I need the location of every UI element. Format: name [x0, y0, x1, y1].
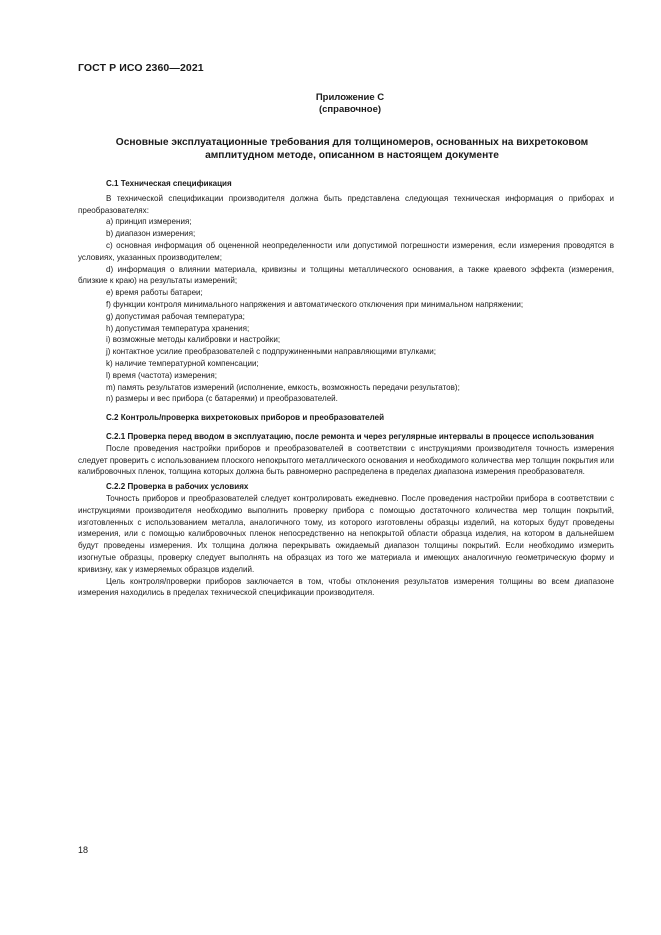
list-item: n) размеры и вес прибора (с батареями) и преобразователей. — [106, 394, 338, 404]
annex-title-line1: Основные эксплуатационные требования для толщиномеров, основанных на вихретоковом — [115, 137, 589, 148]
list-item: i) возможные методы калибровки и настройки; — [106, 335, 281, 345]
list-item: d) информация о влиянии материала, кривизны и толщины металлического основания, а также краевого эффекта (измерения, близкие к краю) на результаты измерений; — [78, 264, 614, 286]
section-c21-heading: С.2.1 Проверка перед вводом в эксплуатацию, после ремонта и через регулярные интервалы в процессе использования — [106, 431, 594, 441]
list-item: j) контактное усилие преобразователей с подпружиненными направляющими втулками; — [106, 347, 436, 357]
list-item: g) допустимая рабочая температура; — [106, 311, 245, 321]
list-item: m) память результатов измерений (исполнение, емкость, возможность передачи результатов); — [106, 382, 460, 392]
section-c1-intro: В технической спецификации производителя должна быть представлена следующая техническая информация о приборах и преобразователях: — [78, 193, 614, 215]
section-c22-text1: Точность приборов и преобразователей следует контролировать ежедневно. После проведения настройки прибора в соответствии с инструкциями производителя необходимо выполнить проверку прибора с помощью достаточного количества мер толщин покрытий, изготовленных с использованием металла, аналогичного тому, из которого изготовлены образцы изделий, на которых будут проведены измерения, или с помощью калибровочных пленок непосредственно на непокрытой области образца изделия, на котором в дальнейшем будут проведены измерения. Их толщина должна перекрывать ожидаемый диапазон толщины покрытий. Если необходимо измерить изогнутые образцы, проверку следует выполнять на образцах из того же материала и имеющих аналогичную геометрическую форму и кривизну, как у измеряемых образцов изделий. — [78, 493, 614, 574]
page-number: 18 — [78, 845, 89, 855]
list-item: с) основная информация об оцененной неопределенности или допустимой погрешности измерения, если измерения проводятся в условиях, указанных производителем; — [78, 240, 614, 262]
list-item: а) принцип измерения; — [106, 217, 192, 227]
list-item: l) время (частота) измерения; — [106, 370, 217, 380]
document-code: ГОСТ Р ИСО 2360—2021 — [78, 62, 204, 74]
section-c22-heading: С.2.2 Проверка в рабочих условиях — [106, 482, 249, 492]
section-c2-heading: С.2 Контроль/проверка вихретоковых приборов и преобразователей — [106, 413, 385, 423]
annex-label: Приложение С — [315, 92, 385, 103]
section-c22-text2: Цель контроля/проверки приборов заключается в том, чтобы отклонения результатов измерения толщины во всем диапазоне измерения находились в пределах технической спецификации производителя. — [78, 576, 614, 598]
annex-title-line2: амплитудном методе, описанном в настоящем документе — [205, 150, 499, 161]
section-c1-heading: С.1 Техническая спецификация — [106, 179, 232, 188]
annex-type: (справочное) — [318, 104, 382, 115]
annex-title — [78, 136, 626, 162]
list-item: е) время работы батареи; — [106, 288, 203, 298]
list-item: k) наличие температурной компенсации; — [106, 358, 259, 368]
list-item: h) допустимая температура хранения; — [106, 323, 250, 333]
list-item: b) диапазон измерения; — [106, 229, 196, 239]
list-item: f) функции контроля минимального напряжения и автоматического отключения при минимальном напряжении; — [106, 299, 524, 309]
section-c21-text: После проведения настройки приборов и преобразователей в соответствии с инструкциями производителя точность измерения следует проверить с использованием плоского непокрытого металлического основания и необходимого количества мер толщин покрытия или калибровочных пленок, толщина которых должна быть равномерно распределена в пределах диапазона измерения преобразователя. — [78, 443, 614, 477]
document-body — [78, 178, 614, 599]
